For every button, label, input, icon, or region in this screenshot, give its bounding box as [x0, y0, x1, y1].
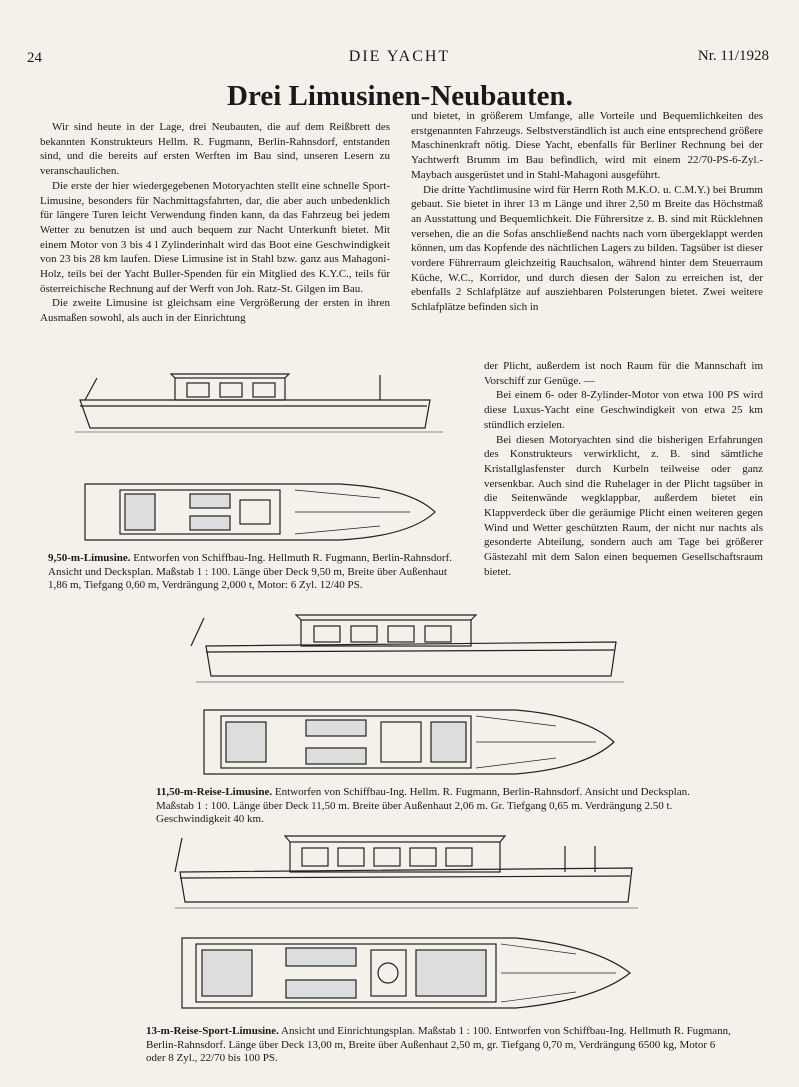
boat-950-deck-plan: [80, 476, 440, 548]
caption-1150-title: 11,50-m-Reise-Limusine.: [156, 786, 273, 798]
boat-950-side-view: [75, 370, 445, 455]
paragraph: Die erste der hier wiedergegebenen Motoryachten stellt eine schnelle Sport-Limusine, besonders für Nachmittagsfahrten, dar, die aber auch unbedenklich für längere Turen leicht Verwendung finden kann, da das Fahrzeug bei jedem Wetter zu benutzen ist und auch bequem zur Nacht Unterkunft bietet. Mit einem Motor von 3 bis 4 l Zylinderinhalt wird das Boot eine Geschwindigkeit von 23 bis 28 km laufen. Diese Limusine ist in Stahl bzw. ganz aus Mahagoni-Holz, teils bei der Yacht Buller-Spenden für ein Mitglied des K.Y.C., teils für österreichische Rechnung auf der Werft von Joh. Ratz-St. Gilgen im Bau.: [40, 179, 390, 295]
paragraph: Die zweite Limusine ist gleichsam eine Vergrößerung der ersten in ihren Ausmaßen sowohl, als auch in der Einrichtung: [40, 297, 390, 325]
caption-950: [48, 552, 468, 593]
caption-950-text: Entworfen von Schiffbau-Ing. Hellmuth R. Fugmann, Berlin-Rahnsdorf. Ansicht und Decksplan. Maßstab 1 : 100. Länge über Deck 9,50 m, Breite über Außenhaut 1,86 m, Tiefgang 0,60 m, Verdrängung 2,000 t, Motor: 6 Zyl. 12/40 PS.: [48, 552, 452, 591]
issue-number: Nr. 11/1928: [697, 48, 769, 64]
paragraph: der Plicht, außerdem ist noch Raum für die Mannschaft im Vorschiff zur Genüge. —: [484, 360, 763, 387]
caption-1150-text: Entworfen von Schiffbau-Ing. Hellm. R. Fugmann, Berlin-Rahnsdorf. Ansicht und Decksplan. Maßstab 1 : 100. Länge über Deck 11,50 m. Breite über Außenhaut 2,06 m. Gr. Tiefgang 0,65 m. Verdrängung 2.50 t. Geschwindigkeit 40 km.: [156, 786, 690, 825]
paragraph: Bei diesen Motoryachten sind die bisherigen Erfahrungen des Konstrukteurs verwirklicht, z. B. sind sämtliche Kristallglasfenster durch Kurbeln teilweise oder ganz versenkbar. Auch sind die Ruhelager in der Plicht tagsüber in die Seitenwände wegklappbar, außerdem bietet ein Klappverdeck über die geräumige Plicht einen weiteren gegen Wind und Wetter geschützten Raum, der nicht nur nachts als gesonderte Abteilung, sondern auch am Tage bei größerer Gästezahl mit dem Salon einen bequemen Gesellschaftsraum bietet.: [484, 433, 763, 578]
paragraph: Bei einem 6- oder 8-Zylinder-Motor von etwa 100 PS wird diese Luxus-Yacht eine Geschwindigkeit von etwa 25 km stündlich erzielen.: [484, 389, 763, 431]
caption-1300-title: 13-m-Reise-Sport-Limusine.: [146, 1025, 279, 1037]
boat-1150-deck-plan: [196, 702, 621, 780]
paragraph: Wir sind heute in der Lage, drei Neubauten, die auf dem Reißbrett des bekannten Konstrukteurs Hellm. R. Fugmann, Berlin-Rahnsdorf, entstanden sind, und die bereits auf ersten Werften im Bau sind, unseren Lesern zu veranschaulichen.: [40, 121, 390, 178]
page-number: 24: [27, 50, 42, 66]
boat-1150-side-view: [186, 612, 626, 690]
article-title: Drei Limusinen-Neubauten.: [227, 80, 573, 112]
caption-1300-text: Ansicht und Einrichtungsplan. Maßstab 1 : 100. Entworfen von Schiffbau-Ing. Hellmuth R. Fugmann, Berlin-Rahnsdorf. Länge über Deck 13,00 m, Breite über Außenhaut 2,50 m, gr. Tiefgang 0,70 m, Verdrängung 6500 kg, Motor 6 oder 8 Zyl., 22/70 bis 100 PS.: [146, 1025, 731, 1064]
right-column-top: [411, 109, 763, 315]
caption-1150: [156, 786, 716, 827]
left-column: [40, 120, 390, 326]
caption-950-title: 9,50-m-Limusine.: [48, 552, 131, 564]
caption-1300: [146, 1025, 736, 1066]
boat-1300-side-view: [170, 832, 640, 912]
boat-1300-deck-plan: [176, 930, 636, 1016]
right-column-bottom: [484, 359, 763, 580]
paragraph: und bietet, in größerem Umfange, alle Vorteile und Bequemlichkeiten des erstgenannten Fahrzeugs. Selbstverständlich ist auch eine entsprechend größere Maschinenkraft nötig. Diese Yacht, ebenfalls für Berliner Rechnung bei der Yachtwerft Brumm im Bau befindlich, wird mit einem 22/70-PS-6-Zyl.-Maybach ausgerüstet und in Stahl-Mahagoni ausgeführt.: [411, 110, 763, 181]
paragraph: Die dritte Yachtlimusine wird für Herrn Roth M.K.O. u. C.M.Y.) bei Brumm gebaut. Sie bietet in ihrer 13 m Länge und ihrer 2,50 m Breite das Höchstmaß an Ausstattung und Bequemlichkeit. Die Führersitze z. B. sind mit Rücklehnen versehen, die an die Sofas anschließend nachts nach vorn übergeklappt werden können, um das Kopfende des nächtlichen Lagers zu bilden. Tagsüber ist dieser vordere Führerraum gleichzeitig Rauchsalon, während hinter dem Steuerraum Küche, W.C., Korridor, und durch diesen der Salon zu erreichen ist, der ebenfalls 2 Schlafplätze auf ausziehbaren Polsterungen bietet. Zwei weitere Schlafplätze befinden sich in: [411, 183, 763, 314]
magazine-title: DIE YACHT: [348, 48, 451, 65]
